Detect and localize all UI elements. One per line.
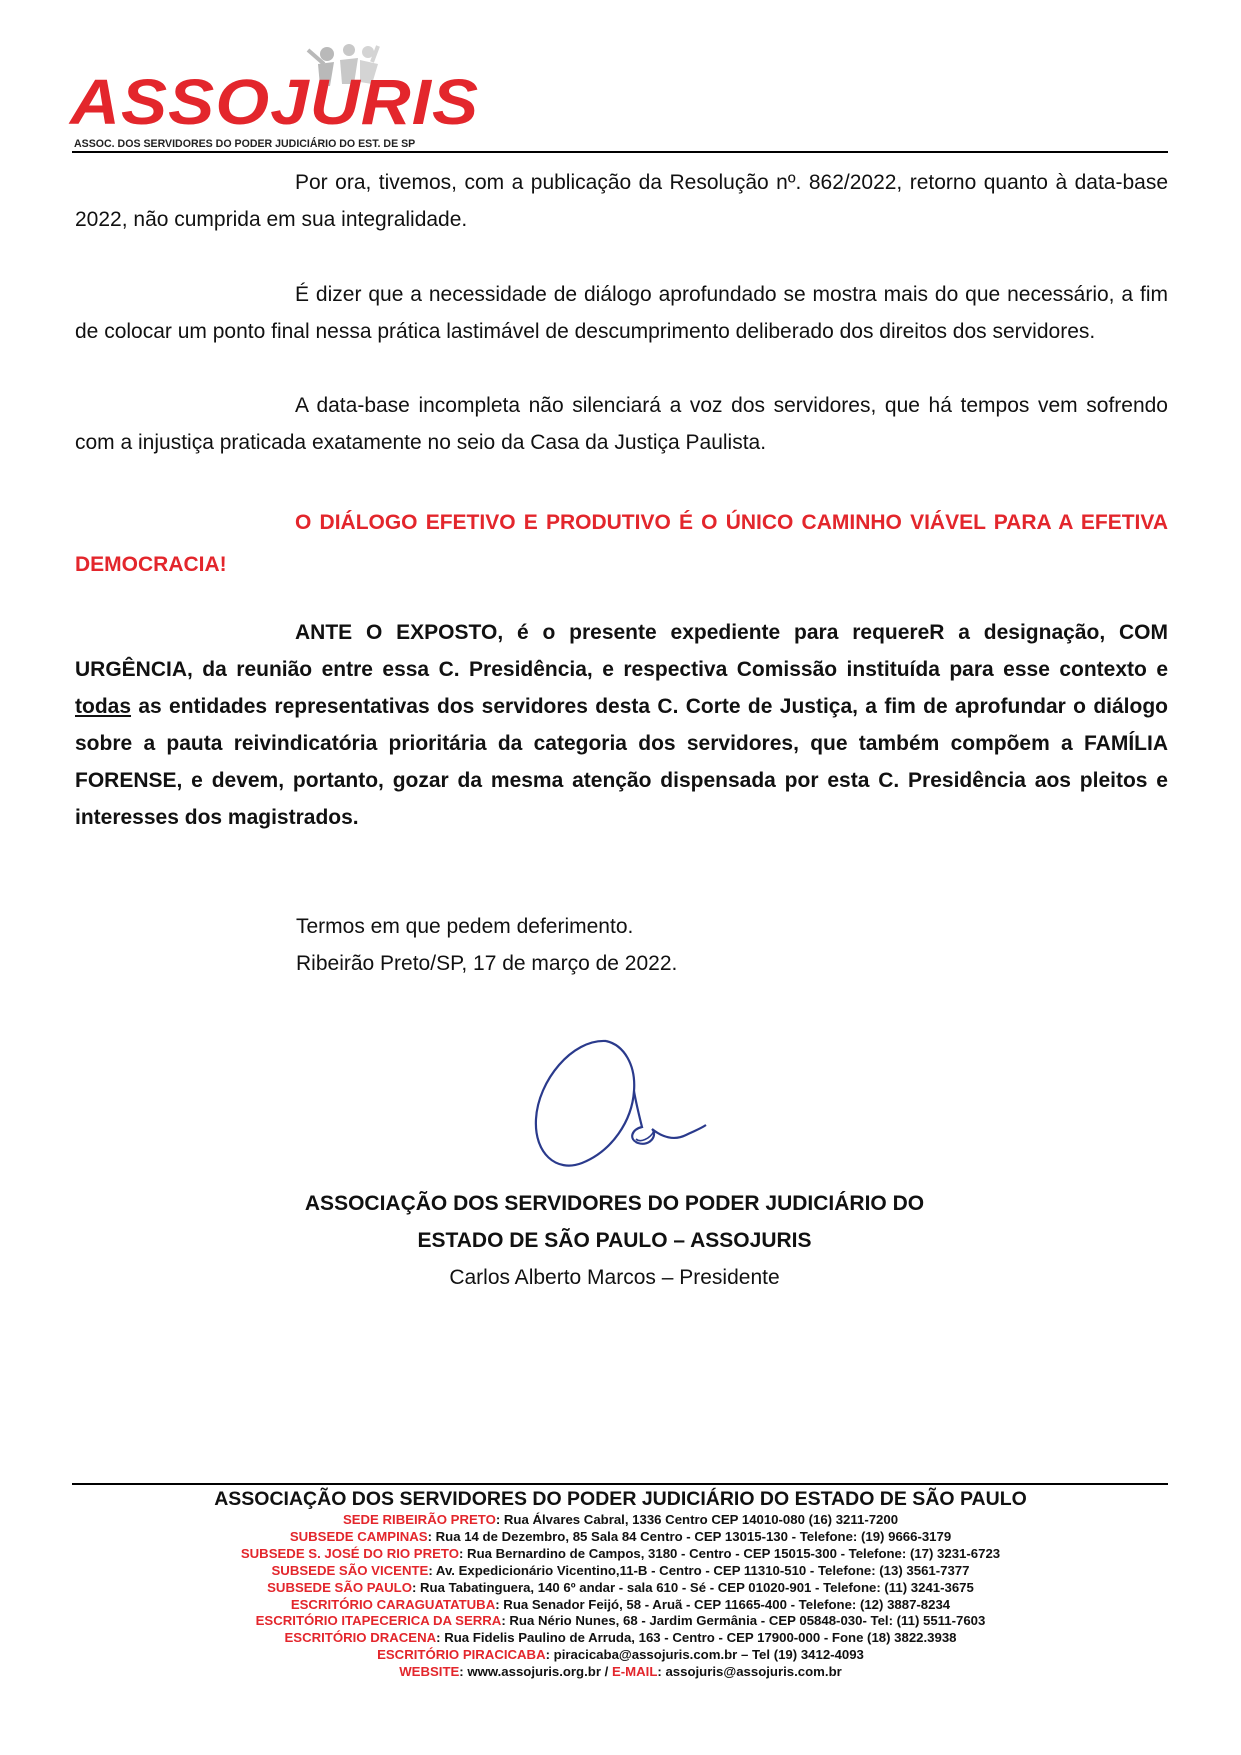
address-text: : Av. Expedicionário Vicentino,11-B - Centro - CEP 11310-510 - Telefone: (13) 3561-7377 (428, 1562, 970, 1578)
address-label: SUBSEDE S. JOSÉ DO RIO PRETO (240, 1545, 459, 1561)
logo-subtitle: ASSOC. DOS SERVIDORES DO PODER JUDICIÁRIO DO EST. DE SP (74, 138, 416, 150)
request-underlined-word: todas (75, 695, 132, 718)
footer-address-line (0, 1512, 1241, 1529)
address-label: ESCRITÓRIO ITAPECERICA DA SERRA (255, 1613, 502, 1629)
signatory-name: Carlos Alberto Marcos – Presidente (449, 1266, 780, 1289)
footer-address-line (0, 1647, 1241, 1664)
address-text: : Rua Fidelis Paulino de Arruda, 163 - Centro - CEP 17900-000 - Fone (18) 3822.3938 (436, 1630, 957, 1646)
footer-title: ASSOCIAÇÃO DOS SERVIDORES DO PODER JUDICIÁRIO DO ESTADO DE SÃO PAULO (214, 1488, 1027, 1510)
request-text-part-1: , é o presente expediente para requereR a designação, COM URGÊNCIA, da reunião entre essa C. Presidência, e respectiva Comissão instituída para esse contexto e (75, 621, 1168, 681)
footer-address-line (0, 1529, 1241, 1546)
footer-address-line (0, 1630, 1241, 1647)
paragraph-3-text: A data-base incompleta não silenciará a voz dos servidores, que há tempos vem sofrendo com a injustiça praticada exatamente no seio da Casa da Justiça Paulista. (75, 394, 1168, 454)
footer-address-line (0, 1580, 1241, 1597)
paragraph-3 (75, 387, 1168, 461)
website-label: WEBSITE (399, 1664, 460, 1680)
address-text: : Rua 14 de Dezembro, 85 Sala 84 Centro - CEP 13015-130 - Telefone: (19) 9666-3179 (427, 1528, 952, 1544)
footer-addresses (0, 1512, 1241, 1681)
closing-date: Ribeirão Preto/SP, 17 de março de 2022. (296, 952, 678, 975)
header-divider (72, 151, 1168, 153)
address-label: SUBSEDE SÃO VICENTE (271, 1562, 429, 1578)
address-text: : Rua Bernardino de Campos, 3180 - Centro - CEP 15015-300 - Telefone: (17) 3231-6723 (459, 1545, 1001, 1561)
address-text: : Rua Nério Nunes, 68 - Jardim Germânia - CEP 05848-030- Tel: (11) 5511-7603 (501, 1613, 986, 1629)
address-label: SUBSEDE CAMPINAS (289, 1528, 428, 1544)
footer-address-line (0, 1546, 1241, 1563)
address-label: SEDE RIBEIRÃO PRETO (342, 1512, 496, 1527)
footer-address-line (0, 1613, 1241, 1630)
paragraph-2-text: É dizer que a necessidade de diálogo aprofundado se mostra mais do que necessário, a fim de colocar um ponto final nessa prática lastimável de descumprimento deliberado dos direitos dos servidores. (75, 283, 1168, 343)
address-text: : Rua Álvares Cabral, 1336 Centro CEP 14010-080 (16) 3211-7200 (495, 1512, 899, 1527)
highlight-statement (75, 502, 1168, 586)
address-text: : Rua Senador Feijó, 58 - Aruã - CEP 11665-400 - Telefone: (12) 3887-8234 (495, 1596, 951, 1612)
address-label: ESCRITÓRIO PIRACICABA (377, 1647, 546, 1663)
signatory-org-line-2: ESTADO DE SÃO PAULO – ASSOJURIS (417, 1229, 812, 1252)
address-label: SUBSEDE SÃO PAULO (267, 1579, 412, 1595)
closing-request: Termos em que pedem deferimento. (296, 915, 634, 938)
address-text: : Rua Tabatinguera, 140 6º andar - sala 610 - Sé - CEP 01020-901 - Telefone: (11) 3241-3675 (411, 1579, 974, 1595)
paragraph-request (75, 614, 1168, 836)
address-label: ESCRITÓRIO DRACENA (284, 1630, 437, 1646)
paragraph-1-text: Por ora, tivemos, com a publicação da Resolução nº. 862/2022, retorno quanto à data-base 2022, não cumprida em sua integralidade. (75, 171, 1168, 231)
website-link[interactable]: : www.assojuris.org.br / (459, 1664, 612, 1680)
highlight-statement-text: O DIÁLOGO EFETIVO E PRODUTIVO É O ÚNICO CAMINHO VIÁVEL PARA A EFETIVA DEMOCRACIA! (75, 511, 1168, 576)
address-label: ESCRITÓRIO CARAGUATATUBA (290, 1596, 496, 1612)
footer-address-line (0, 1597, 1241, 1614)
footer-divider (72, 1483, 1168, 1485)
address-text: : piracicaba@assojuris.com.br – Tel (19) 3412-4093 (545, 1647, 864, 1663)
logo-wordmark: ASSOJURIS (70, 66, 480, 138)
signatory-org-line-1: ASSOCIAÇÃO DOS SERVIDORES DO PODER JUDICIÁRIO DO (304, 1192, 925, 1215)
request-text-part-2: as entidades representativas dos servidores desta C. Corte de Justiça, a fim de aprofundar o diálogo sobre a pauta reivindicatória prioritária da categoria dos servidores, que também compõem a FAMÍLIA FORENSE, e devem, portanto, gozar da mesma atenção dispensada por esta C. Presidência aos pleitos e interesses dos magistrados. (75, 695, 1168, 829)
footer-contact-line (0, 1664, 1241, 1681)
paragraph-2 (75, 276, 1168, 350)
request-lead-text: ANTE O EXPOSTO (295, 621, 498, 644)
assojuris-logo (70, 40, 480, 158)
signature-icon (528, 1035, 718, 1175)
email-link[interactable]: : assojuris@assojuris.com.br (657, 1664, 842, 1680)
email-label: E-MAIL (611, 1664, 658, 1680)
paragraph-1 (75, 164, 1168, 238)
footer-address-line (0, 1563, 1241, 1580)
